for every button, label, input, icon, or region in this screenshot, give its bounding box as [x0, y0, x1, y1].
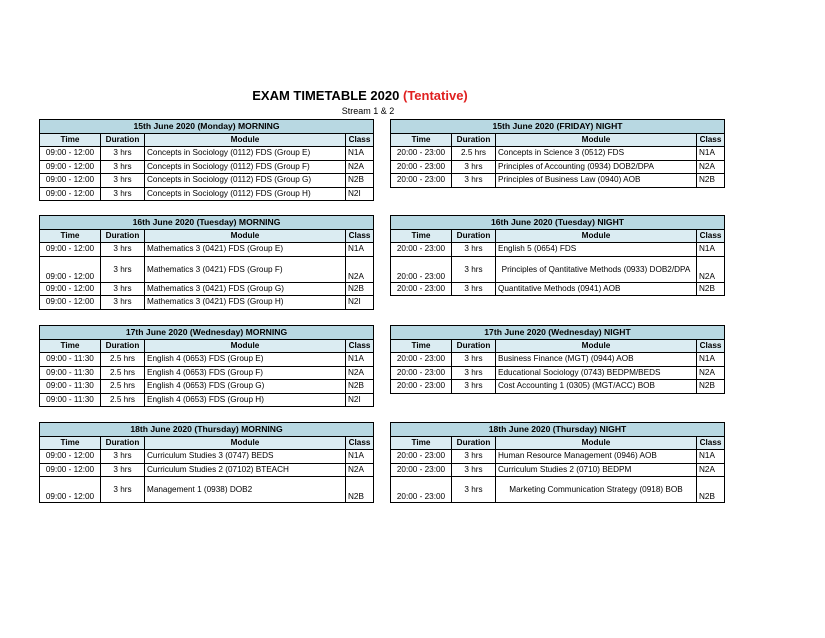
page-title: [0, 88, 720, 103]
exam-duration: 3 hrs: [452, 463, 496, 477]
exam-class: N2A: [346, 463, 374, 477]
duration-header: Duration: [101, 436, 145, 450]
exam-row: [391, 174, 725, 188]
exam-time: 09:00 - 12:00: [40, 296, 101, 310]
exam-module: Concepts in Sociology (0112) FDS (Group H): [145, 187, 346, 201]
session-title: 17th June 2020 (Wednesday) NIGHT: [391, 326, 725, 340]
exam-time: 09:00 - 12:00: [40, 463, 101, 477]
exam-row: [391, 477, 725, 503]
time-header: Time: [40, 339, 101, 353]
exam-module: English 4 (0653) FDS (Group G): [145, 380, 346, 394]
exam-time: 09:00 - 11:30: [40, 380, 101, 394]
column-header-row: [391, 229, 725, 243]
module-header: Module: [496, 133, 697, 147]
exam-time: 20:00 - 23:00: [391, 160, 452, 174]
exam-module: English 4 (0653) FDS (Group H): [145, 393, 346, 407]
module-header: Module: [496, 436, 697, 450]
exam-row: [40, 463, 374, 477]
exam-class: N2A: [346, 160, 374, 174]
exam-module: Business Finance (MGT) (0944) AOB: [496, 353, 697, 367]
class-header: Class: [346, 133, 374, 147]
exam-module: English 5 (0654) FDS: [496, 243, 697, 257]
exam-row: [40, 366, 374, 380]
column-header-row: [40, 339, 374, 353]
exam-module: Mathematics 3 (0421) FDS (Group E): [145, 243, 346, 257]
exam-duration: 3 hrs: [452, 450, 496, 464]
exam-duration: 3 hrs: [452, 366, 496, 380]
exam-module: Concepts in Sociology (0112) FDS (Group F): [145, 160, 346, 174]
exam-class: N1A: [346, 353, 374, 367]
column-header-row: [40, 436, 374, 450]
exam-duration: 2.5 hrs: [101, 380, 145, 394]
exam-module: Educational Sociology (0743) BEDPM/BEDS: [496, 366, 697, 380]
module-header: Module: [145, 229, 346, 243]
exam-row: [391, 353, 725, 367]
exam-row: [391, 366, 725, 380]
exam-time: 20:00 - 23:00: [391, 477, 452, 503]
exam-session-table: [390, 422, 725, 503]
exam-class: N2A: [697, 160, 725, 174]
exam-time: 20:00 - 23:00: [391, 282, 452, 296]
exam-duration: 3 hrs: [101, 174, 145, 188]
exam-time: 09:00 - 12:00: [40, 187, 101, 201]
duration-header: Duration: [101, 229, 145, 243]
exam-row: [40, 296, 374, 310]
exam-time: 09:00 - 11:30: [40, 353, 101, 367]
exam-class: N1A: [697, 147, 725, 161]
exam-class: N2B: [346, 477, 374, 503]
time-header: Time: [40, 133, 101, 147]
exam-duration: 3 hrs: [452, 160, 496, 174]
exam-module: Concepts in Sociology (0112) FDS (Group E): [145, 147, 346, 161]
duration-header: Duration: [101, 339, 145, 353]
exam-row: [40, 160, 374, 174]
exam-class: N2B: [346, 282, 374, 296]
exam-class: N2I: [346, 393, 374, 407]
exam-row: [40, 282, 374, 296]
exam-row: [391, 450, 725, 464]
exam-class: N2B: [346, 380, 374, 394]
class-header: Class: [697, 436, 725, 450]
exam-time: 09:00 - 11:30: [40, 393, 101, 407]
session-title: 17th June 2020 (Wednesday) MORNING: [40, 326, 374, 340]
exam-duration: 3 hrs: [101, 282, 145, 296]
exam-time: 20:00 - 23:00: [391, 243, 452, 257]
exam-module: Curriculum Studies 2 (07102) BTEACH: [145, 463, 346, 477]
exam-duration: 3 hrs: [452, 380, 496, 394]
exam-class: N2B: [697, 477, 725, 503]
exam-class: N1A: [346, 243, 374, 257]
exam-duration: 2.5 hrs: [101, 393, 145, 407]
exam-time: 09:00 - 12:00: [40, 282, 101, 296]
exam-duration: 2.5 hrs: [101, 353, 145, 367]
exam-class: N2A: [346, 366, 374, 380]
exam-time: 09:00 - 12:00: [40, 256, 101, 282]
class-header: Class: [346, 229, 374, 243]
class-header: Class: [697, 229, 725, 243]
module-header: Module: [145, 133, 346, 147]
exam-session-table: [39, 119, 374, 201]
exam-duration: 3 hrs: [101, 477, 145, 503]
exam-duration: 3 hrs: [101, 256, 145, 282]
column-header-row: [391, 339, 725, 353]
column-header-row: [391, 436, 725, 450]
exam-class: N2B: [346, 174, 374, 188]
class-header: Class: [697, 339, 725, 353]
exam-time: 09:00 - 12:00: [40, 477, 101, 503]
exam-duration: 3 hrs: [452, 282, 496, 296]
exam-module: Mathematics 3 (0421) FDS (Group H): [145, 296, 346, 310]
exam-duration: 3 hrs: [452, 174, 496, 188]
session-title: 15th June 2020 (FRIDAY) NIGHT: [391, 120, 725, 134]
exam-duration: 3 hrs: [452, 243, 496, 257]
exam-row: [40, 256, 374, 282]
time-header: Time: [391, 436, 452, 450]
exam-time: 09:00 - 12:00: [40, 160, 101, 174]
exam-time: 09:00 - 12:00: [40, 174, 101, 188]
exam-module: Mathematics 3 (0421) FDS (Group F): [145, 256, 346, 282]
exam-row: [391, 463, 725, 477]
exam-row: [391, 380, 725, 394]
exam-row: [391, 256, 725, 282]
exam-module: Curriculum Studies 3 (0747) BEDS: [145, 450, 346, 464]
exam-time: 20:00 - 23:00: [391, 380, 452, 394]
exam-duration: 3 hrs: [101, 187, 145, 201]
time-header: Time: [391, 229, 452, 243]
duration-header: Duration: [452, 229, 496, 243]
time-header: Time: [40, 436, 101, 450]
session-title: 16th June 2020 (Tuesday) NIGHT: [391, 216, 725, 230]
exam-module: English 4 (0653) FDS (Group F): [145, 366, 346, 380]
title-main: EXAM TIMETABLE 2020: [252, 88, 400, 103]
exam-duration: 3 hrs: [101, 296, 145, 310]
class-header: Class: [346, 436, 374, 450]
exam-class: N1A: [346, 147, 374, 161]
exam-module: Cost Accounting 1 (0305) (MGT/ACC) BOB: [496, 380, 697, 394]
exam-time: 20:00 - 23:00: [391, 147, 452, 161]
exam-module: Mathematics 3 (0421) FDS (Group G): [145, 282, 346, 296]
exam-row: [40, 147, 374, 161]
exam-time: 20:00 - 23:00: [391, 463, 452, 477]
exam-module: English 4 (0653) FDS (Group E): [145, 353, 346, 367]
duration-header: Duration: [101, 133, 145, 147]
exam-row: [40, 174, 374, 188]
exam-session-table: [39, 422, 374, 503]
exam-module: Human Resource Management (0946) AOB: [496, 450, 697, 464]
page-subtitle: Stream 1 & 2: [341, 106, 395, 116]
exam-row: [391, 160, 725, 174]
session-title: 15th June 2020 (Monday) MORNING: [40, 120, 374, 134]
exam-session-table: [390, 119, 725, 188]
exam-module: Concepts in Sociology (0112) FDS (Group G): [145, 174, 346, 188]
exam-class: N1A: [697, 353, 725, 367]
column-header-row: [40, 229, 374, 243]
exam-time: 20:00 - 23:00: [391, 353, 452, 367]
exam-time: 20:00 - 23:00: [391, 256, 452, 282]
exam-row: [40, 187, 374, 201]
exam-module: Quantitative Methods (0941) AOB: [496, 282, 697, 296]
class-header: Class: [346, 339, 374, 353]
module-header: Module: [496, 339, 697, 353]
exam-duration: 3 hrs: [101, 147, 145, 161]
session-title: 16th June 2020 (Tuesday) MORNING: [40, 216, 374, 230]
exam-class: N2B: [697, 282, 725, 296]
time-header: Time: [40, 229, 101, 243]
exam-class: N2A: [697, 366, 725, 380]
exam-class: N1A: [346, 450, 374, 464]
exam-duration: 3 hrs: [101, 463, 145, 477]
exam-session-table: [39, 325, 374, 407]
exam-duration: 3 hrs: [452, 353, 496, 367]
duration-header: Duration: [452, 133, 496, 147]
duration-header: Duration: [452, 436, 496, 450]
exam-class: N1A: [697, 243, 725, 257]
exam-module: Concepts in Science 3 (0512) FDS: [496, 147, 697, 161]
exam-duration: 3 hrs: [452, 256, 496, 282]
exam-duration: 3 hrs: [101, 243, 145, 257]
exam-module: Management 1 (0938) DOB2: [145, 477, 346, 503]
exam-row: [40, 393, 374, 407]
exam-class: N1A: [697, 450, 725, 464]
exam-class: N2B: [697, 174, 725, 188]
exam-time: 09:00 - 12:00: [40, 450, 101, 464]
exam-module: Principles of Business Law (0940) AOB: [496, 174, 697, 188]
time-header: Time: [391, 339, 452, 353]
exam-module: Principles of Accounting (0934) DOB2/DPA: [496, 160, 697, 174]
exam-class: N2A: [346, 256, 374, 282]
exam-time: 20:00 - 23:00: [391, 450, 452, 464]
column-header-row: [391, 133, 725, 147]
exam-session-table: [39, 215, 374, 310]
exam-module: Curriculum Studies 2 (0710) BEDPM: [496, 463, 697, 477]
exam-module: Principles of Qantitative Methods (0933) DOB2/DPA: [496, 256, 697, 282]
module-header: Module: [145, 339, 346, 353]
exam-row: [391, 243, 725, 257]
exam-row: [391, 147, 725, 161]
exam-row: [391, 282, 725, 296]
duration-header: Duration: [452, 339, 496, 353]
exam-row: [40, 243, 374, 257]
exam-class: N2A: [697, 256, 725, 282]
exam-time: 20:00 - 23:00: [391, 366, 452, 380]
exam-module: Marketing Communication Strategy (0918) BOB: [496, 477, 697, 503]
exam-row: [40, 477, 374, 503]
exam-row: [40, 380, 374, 394]
exam-time: 20:00 - 23:00: [391, 174, 452, 188]
exam-duration: 3 hrs: [101, 450, 145, 464]
exam-session-table: [390, 215, 725, 296]
exam-class: N2A: [697, 463, 725, 477]
exam-row: [40, 450, 374, 464]
title-tentative: (Tentative): [402, 88, 468, 103]
exam-duration: 2.5 hrs: [101, 366, 145, 380]
column-header-row: [40, 133, 374, 147]
exam-session-table: [390, 325, 725, 394]
exam-time: 09:00 - 11:30: [40, 366, 101, 380]
exam-duration: 2.5 hrs: [452, 147, 496, 161]
session-title: 18th June 2020 (Thursday) NIGHT: [391, 423, 725, 437]
class-header: Class: [697, 133, 725, 147]
exam-class: N2I: [346, 296, 374, 310]
exam-row: [40, 353, 374, 367]
time-header: Time: [391, 133, 452, 147]
exam-class: N2I: [346, 187, 374, 201]
exam-time: 09:00 - 12:00: [40, 243, 101, 257]
exam-duration: 3 hrs: [452, 477, 496, 503]
module-header: Module: [145, 436, 346, 450]
session-title: 18th June 2020 (Thursday) MORNING: [40, 423, 374, 437]
module-header: Module: [496, 229, 697, 243]
exam-time: 09:00 - 12:00: [40, 147, 101, 161]
exam-class: N2B: [697, 380, 725, 394]
exam-duration: 3 hrs: [101, 160, 145, 174]
